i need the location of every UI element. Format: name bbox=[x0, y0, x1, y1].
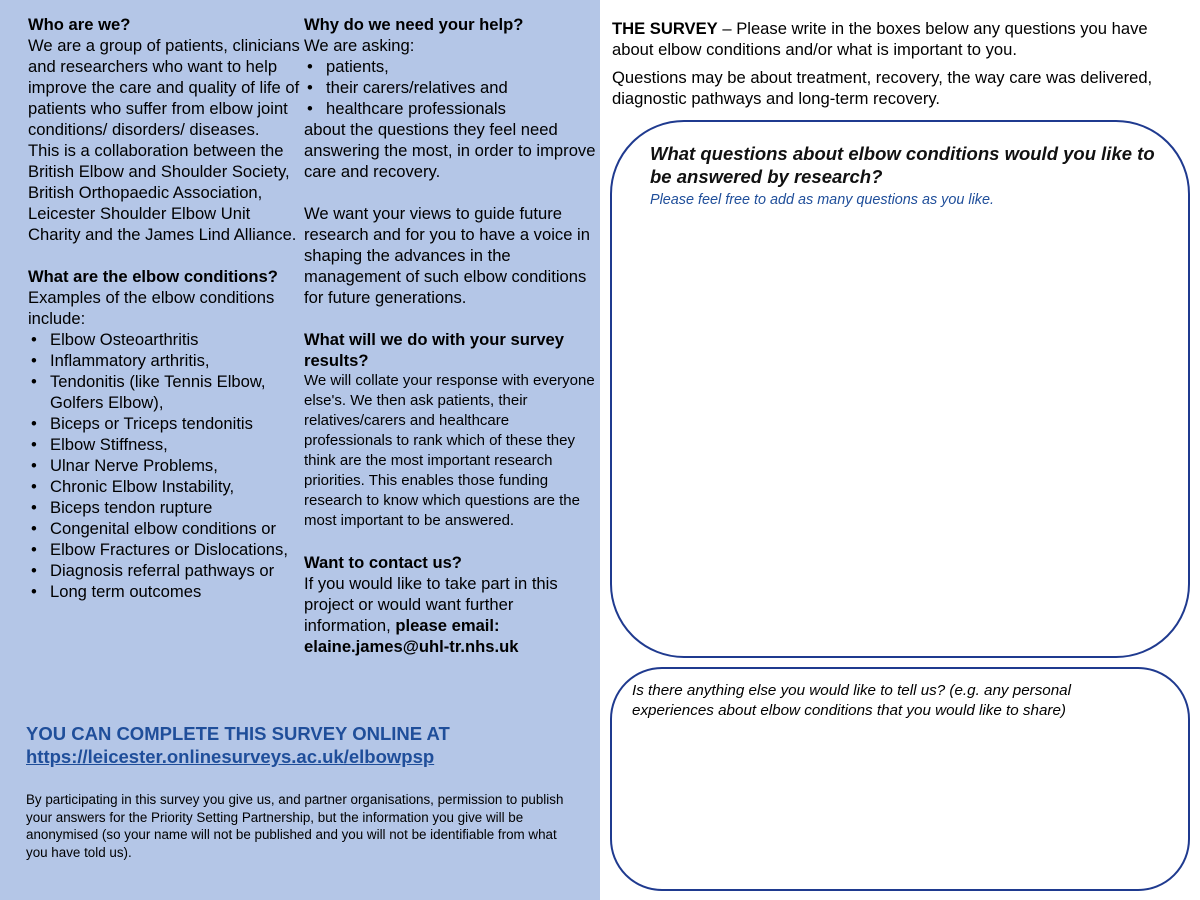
who-heading: Who are we? bbox=[28, 15, 131, 34]
contact-text: If you would like to take part in this project or would want further information, please email: bbox=[304, 574, 558, 635]
info-column-left bbox=[28, 14, 306, 602]
additional-comments-box bbox=[610, 667, 1190, 891]
contact-heading: Want to contact us? bbox=[304, 553, 462, 572]
why-heading: Why do we need your help? bbox=[304, 15, 524, 34]
survey-topics: Questions may be about treatment, recovery, the way care was delivered, diagnostic pathways and long-term recovery. bbox=[612, 68, 1153, 108]
list-item: • Long term outcomes bbox=[28, 581, 306, 602]
survey-url-link[interactable]: https://leicester.onlinesurveys.ac.uk/elbowpsp bbox=[26, 746, 435, 767]
list-item: • Elbow Fractures or Dislocations, bbox=[28, 539, 306, 560]
research-questions-box bbox=[610, 120, 1190, 658]
research-question-hint: Please feel free to add as many questions as you like. bbox=[650, 192, 994, 208]
list-item: • their carers/relatives and bbox=[304, 77, 596, 98]
list-item: • Diagnosis referral pathways or bbox=[28, 560, 306, 581]
survey-panel bbox=[600, 0, 1200, 900]
list-item: • Ulnar Nerve Problems, bbox=[28, 455, 306, 476]
survey-intro bbox=[612, 18, 1187, 116]
research-question-prompt: What questions about elbow conditions would you like to be answered by research? bbox=[650, 143, 1155, 187]
additional-comments-answer-area[interactable] bbox=[642, 729, 1158, 859]
list-item: • Inflammatory arthritis, bbox=[28, 350, 306, 371]
additional-comments-prompt: Is there anything else you would like to tell us? (e.g. any personal experiences about elbow conditions that you would like to share) bbox=[632, 682, 1072, 719]
list-item: • Chronic Elbow Instability, bbox=[28, 476, 306, 497]
info-column-right bbox=[304, 14, 596, 657]
conditions-heading: What are the elbow conditions? bbox=[28, 267, 278, 286]
list-item: • patients, bbox=[304, 56, 596, 77]
list-item: • Biceps tendon rupture bbox=[28, 497, 306, 518]
online-survey-callout bbox=[26, 722, 586, 768]
who-text: We are a group of patients, clinicians and researchers who want to help improve the care and quality of life of patients who suffer from elbow joint conditions/ disorders/ diseases. bbox=[28, 36, 300, 139]
asking-list bbox=[304, 56, 596, 119]
collaboration-text: This is a collaboration between the British Elbow and Shoulder Society, British Orthopaedic Association, Leicester Shoulder Elbow Unit Charity and the James Lind Alliance. bbox=[28, 141, 297, 244]
conditions-intro: Examples of the elbow conditions include: bbox=[28, 288, 275, 328]
conditions-list bbox=[28, 329, 306, 602]
results-text: We will collate your response with everyone else's. We then ask patients, their relatives/carers and healthcare professionals to rank which of these they think are the most important research priorities. This enables those funding research to know which questions are the most important to be answered. bbox=[304, 372, 595, 529]
survey-label: THE SURVEY bbox=[612, 19, 718, 38]
contact-email-link[interactable]: elaine.james@uhl-tr.nhs.uk bbox=[304, 637, 519, 656]
list-item: • Elbow Stiffness, bbox=[28, 434, 306, 455]
list-item: • healthcare professionals bbox=[304, 98, 596, 119]
consent-disclaimer: By participating in this survey you give us, and partner organisations, permission to publish your answers for the Priority Setting Partnership, but the information you give will be anonymised (so your name will not be published and you will not be identifiable from what you have told us). bbox=[26, 792, 564, 860]
results-heading: What will we do with your survey results? bbox=[304, 330, 565, 370]
list-item: • Elbow Osteoarthritis bbox=[28, 329, 306, 350]
survey-instructions: THE SURVEY – Please write in the boxes below any questions you have about elbow conditions and/or what is important to you. bbox=[612, 19, 1148, 59]
list-item: • Congenital elbow conditions or bbox=[28, 518, 306, 539]
asking-text: We are asking: bbox=[304, 36, 415, 55]
online-survey-title: YOU CAN COMPLETE THIS SURVEY ONLINE AT bbox=[26, 723, 450, 744]
views-text: We want your views to guide future research and for you to have a voice in shaping the advances in the management of such elbow conditions for future generations. bbox=[304, 204, 590, 307]
list-item: • Biceps or Triceps tendonitis bbox=[28, 413, 306, 434]
why-text: about the questions they feel need answering the most, in order to improve care and recovery. bbox=[304, 120, 596, 181]
list-item: • Tendonitis (like Tennis Elbow, Golfers Elbow), bbox=[28, 371, 306, 413]
research-questions-answer-area[interactable] bbox=[642, 222, 1158, 626]
